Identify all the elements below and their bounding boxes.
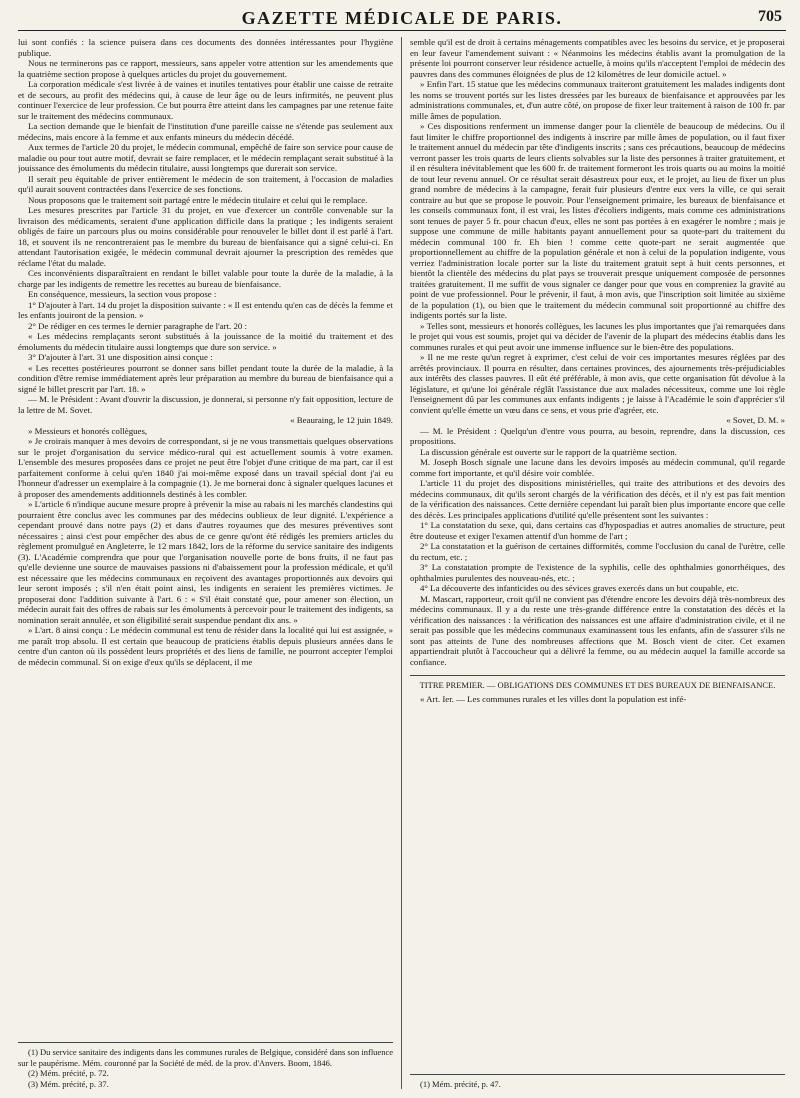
right-column bbox=[401, 37, 785, 1089]
paragraph: Il serait peu équitable de priver entièrement le médecin de son traitement, à l'occasion de maladies qu'il aurait souvent contractées dans l'exercice de ses fonctions. bbox=[18, 173, 393, 194]
paragraph: Ces inconvénients disparaîtraient en rendant le billet valable pour toute la durée de la maladie, à la charge par les indigents de remettre les recettes au bureau de bienfaisance. bbox=[18, 268, 393, 289]
paragraph: Nous proposons que le traitement soit partagé entre le médecin titulaire et celui qui le remplace. bbox=[28, 194, 368, 205]
paragraph: semble qu'il est de droit à certains ménagements compatibles avec les besoins du service, et je proposerai en leur faveur l'amendement suivant : « Néanmoins les médecins établis avant la promulgation de la présente loi pourront conserver leur résidence actuelle, à moins qu'ils n'acceptent l'emploi de médecin des pauvres dans des communes éloignées de plus de 12 kilomètres de leur domicile actuel. » bbox=[410, 37, 785, 79]
footnote: (3) Mém. précité, p. 37. bbox=[28, 1078, 109, 1089]
footnote: (2) Mém. précité, p. 72. bbox=[28, 1068, 109, 1078]
journal-title: GAZETTE MÉDICALE DE PARIS. bbox=[241, 7, 563, 28]
paragraph: Aux termes de l'article 20 du projet, le médecin communal, empêché de faire son service pour cause de maladie ou pour tout autre motif, devrait se faire remplacer, et le médecin remplaçant serait substitué à la jouissance des émoluments du médecin titulaire, aussi longtemps que durerait son service. bbox=[18, 142, 393, 173]
left-column-body bbox=[18, 37, 393, 667]
paragraph: — M. le Président : Avant d'ouvrir la discussion, je donnerai, si personne n'y fait opposition, lecture de la lettre de M. Sovet. bbox=[18, 394, 393, 415]
page-header bbox=[18, 6, 786, 31]
paragraph: » Telles sont, messieurs et honorés collègues, les lacunes les plus importantes que j'ai remarquées dans le projet qui vous est soumis, projet qui va décider de l'avenir de la plupart des médecins établis dans les communes rurales et qui peut avoir une immense influence sur le bien-être des populations. bbox=[410, 320, 785, 352]
paragraph: » Ces dispositions renferment un immense danger pour la clientèle de beaucoup de médecins. Ou il faut limiter le chiffre proportionnel des indigents à inscrire par mille âmes de population, ou il faut fixer le traitement annuel du médecin par tête d'indigents inscrits ; sans ces précautions, beaucoup de médecins verront passer les trois quarts de leurs clients solvables sur la liste des personnes à traiter gratuitement, et il en résultera inévitablement que les 600 fr. de traitement formeront les trois quarts ou au moins la moitié de tout leur revenu annuel. Or ce résultat serait désastreux pour eux, et le projet, au lieu de fixer un plus grand nombre de médecins à la campagne, ferait fuir plusieurs d'entre eux vers la ville, ce qui serait contraire au but que se propose le pouvoir. Pour l'enseignement primaire, les bureaux de bienfaisance et les conseils communaux font, il est vrai, les listes d'écoliers indigents, mais comme ces administrations sont tenues de payer 5 fr. pour chacun d'eux, elles ne sont pas portées à en exagérer le nombre ; mais je suppose une commune de mille habitants payant annuellement pour sa quote-part du traitement du médecin communal 100 fr. Eh bien ! comme cette quote-part ne serait augmentée que proportionnellement au chiffre de la population générale et non à celui de la population indigente, vous verriez l'administration locale porter sur la liste du traitement gratuit sept à huit cents personnes, et bientôt la clientèle des médecins du plat pays se trouverait presque uniquement composée de personnes traitées gratuitement. Il me suffit de vous signaler ce danger pour que vous en compreniez la gravité au point de vue professionnel. Pour le prévenir, il faut, à mon avis, que l'inscription soit limitée au sixième de la population (1), ou bien que le traitement du médecin communal soit proportionné au chiffre des indigents portés sur la liste. bbox=[410, 121, 785, 320]
paragraph: » Messieurs et honorés collègues, bbox=[28, 425, 148, 436]
paragraph: » Je croirais manquer à mes devoirs de correspondant, si je ne vous transmettais quelques observations sur le projet d'organisation du service médico-rural qui est actuellement soumis à votre examen. L'ensemble des mesures proposées dans ce projet ne peut être l'objet d'une critique de ma part, car il est parfaitement conforme à celui qu'en 1840 j'ai moi-même exposé dans un travail spécial dont j'ai eu l'honneur d'adresser un exemplaire à la compagnie (1). Je me bornerai donc à signaler quelques lacunes et à proposer des amendements additionnels destinés à les combler. bbox=[18, 436, 393, 499]
paragraph: Les mesures prescrites par l'article 31 du projet, en vue d'exercer un contrôle convenable sur la livraison des médicaments, seraient d'une application difficile dans la pratique ; les indigents seraient obligés de faire un parcours plus ou moins considérable pour renouveler le billet dont il est parlé à l'art. 18, et souvent ils ne rencontreraient pas le membre du bureau de bienfaisance qui a signé celui-ci. En attendant l'autorisation exigée, le médecin communal devrait ajourner la prescription des remèdes que réclame l'état du malade. bbox=[18, 205, 393, 268]
paragraph: M. Mascart, rapporteur, croit qu'il ne convient pas d'étendre encore les devoirs déjà très-nombreux des médecins communaux. Il y a du reste une très-grande différence entre la constatation des décès et la vérification des naissances : la vérification des naissances est une affaire d'administration civile, et il ne serait pas possible que les médecins communaux examinassent tous les enfants, afin de s'assurer s'ils ne sont pas atteints de l'une des nombreuses affections que M. Bosch vient de citer. Cet examen appartiendrait plutôt à l'accoucheur qui a délivré la femme, ou au médecin auquel la famille accorde sa confiance. bbox=[410, 593, 785, 667]
paragraph: — M. le Président : Quelqu'un d'entre vous pourra, au besoin, reprendre, dans la discussion, ces propositions. bbox=[410, 425, 785, 446]
paragraph: » Il ne me reste qu'un regret à exprimer, c'est celui de voir ces importantes mesures réglées par des arrêtés provinciaux. Il pourra en résulter, dans certaines provinces, des ajournements très-préjudiciables aux intérêts des classes pauvres. Il eût été préférable, à mon avis, que cette organisation fût dévolue à la législature, et qu'une loi générale réglât l'assistance due aux malades nécessiteux, comme une loi règle l'enseignement dû par les communes aux enfants indigents ; je laisse à l'Académie le soin d'apprécier s'il convient qu'elle émette un vœu dans ce sens, et vous prie d'agréer, etc. bbox=[410, 352, 785, 415]
paragraph: 4° La découverte des infanticides ou des sévices graves exercés dans un but coupable, etc. bbox=[420, 583, 739, 593]
paragraph: 3° D'ajouter à l'art. 31 une disposition ainsi conçue : bbox=[28, 352, 213, 362]
paragraph: La discussion générale est ouverte sur le rapport de la quatrième section. bbox=[420, 446, 677, 457]
paragraph: 2° La constatation et la guérison de certaines difformités, comme l'occlusion du canal de l'urètre, celle du rectum, etc. ; bbox=[410, 541, 785, 562]
left-footnotes bbox=[18, 1042, 393, 1089]
footnote: (1) Du service sanitaire des indigents dans les communes rurales de Belgique, considéré dans son influence sur le paupérisme. Mém. couronné par la Société de méd. de la prov. d'Anvers. Boom, 1846. bbox=[18, 1047, 393, 1068]
right-footnotes bbox=[410, 1074, 785, 1090]
paragraph: « Les médecins remplaçants seront substitués à la jouissance de la moitié du traitement et des émoluments du médecin titulaire aussi longtemps que dure son service. » bbox=[18, 331, 393, 352]
paragraph: En conséquence, messieurs, la section vous propose : bbox=[28, 289, 217, 299]
paragraph: La corporation médicale s'est livrée à de vaines et inutiles tentatives pour établir une caisse de retraite et de secours, au profit des médecins qui, à cause de leur âge ou de leurs infirmités, ne peuvent plus continuer l'exercice de leur profession. Ce but pourra être atteint dans les campagnes par une retenue faite sur le traitement des médecins communaux. bbox=[18, 79, 393, 121]
article-start: « Art. Ier. — Les communes rurales et les villes dont la population est infé- bbox=[420, 694, 687, 704]
section-heading: TITRE PREMIER. — OBLIGATIONS DES COMMUNES ET DES BUREAUX DE BIENFAISANCE. bbox=[410, 675, 785, 690]
paragraph: 1° La constatation du sexe, qui, dans certains cas d'hypospadias et autres anomalies de structure, peut être douteuse et exiger l'examen attentif d'un homme de l'art ; bbox=[410, 520, 785, 541]
paragraph: » Enfin l'art. 15 statue que les médecins communaux traiteront gratuitement les malades indigents dont les noms se trouvent portés sur les listes dressées par les bureaux de bienfaisance et approuvées par les administrations communales, et, d'un autre côté, on propose de fixer leur traitement à raison de 100 fr. par mille âmes de population. bbox=[410, 79, 785, 121]
paragraph: La section demande que le bienfait de l'institution d'une pareille caisse ne s'étende pas seulement aux médecins, mais encore à la femme et aux enfants mineurs du médecin décédé. bbox=[18, 121, 393, 142]
paragraph: M. Joseph Bosch signale une lacune dans les devoirs imposés au médecin communal, qu'il regarde comme fort importante, et qu'il désire voir comblée. bbox=[410, 457, 785, 478]
paragraph: « Sovet, D. M. » bbox=[726, 415, 785, 425]
paragraph: » L'article 6 n'indique aucune mesure propre à prévenir la mise au rabais ni les marchés clandestins qui pourraient être conclus avec les communes par des médecins oublieux de leur dignité. L'expérience a cependant prouvé dans notre pays (2) et dans d'autres royaumes que des mesures préventives sont nécessaires ; ainsi c'est pour empêcher des abus de ce genre qu'ont été rédigés les premiers articles du règlement promulgué en Angleterre, le 12 mars 1842, lors de la réforme du service sanitaire des indigents (3). L'Académie comprendra que pour que l'organisation nouvelle porte de bons fruits, il ne faut pas qu'elle devienne une source de mauvaises passions ni d'abaissement pour la profession médicale, et qu'il est nécessaire que les médecins communaux en reçoivent des avantages proportionnés aux devoirs qui leur seront imposés ; s'il n'en était point ainsi, les indigents en seraient les premières victimes. Je proposerai donc l'addition suivante à l'art. 6 : « S'il était constaté que, pour amener son élection, un médecin aurait fait des offres de rabais sur les émoluments à percevoir pour le traitement des indigents, sa nomination serait annulée, et son éligibilité serait suspendue pendant dix ans. » bbox=[18, 499, 393, 625]
page-number: 705 bbox=[758, 8, 782, 25]
paragraph: » L'art. 8 ainsi conçu : Le médecin communal est tenu de résider dans la localité qui lui est assignée, » me paraît trop absolu. Il est certain que beaucoup de praticiens établis depuis plusieurs années dans le centre d'un canton où ils possèdent leurs propriétés et des liens de famille, ne pourront accepter l'emploi de médecin communal. Si on exige d'eux qu'ils se déplacent, il me bbox=[18, 625, 393, 667]
paragraph: « Les recettes postérieures pourront se donner sans billet pendant toute la durée de la maladie, à la condition d'être remise immédiatement après leur préparation au membre du bureau de bienfaisance qui a signé le billet prescrit par l'art. 18. » bbox=[18, 362, 393, 394]
paragraph: 2° De rédiger en ces termes le dernier paragraphe de l'art. 20 : bbox=[28, 320, 247, 331]
paragraph: lui sont confiés : la science puisera dans ces documents des données intéressantes pour l'hygiène publique. bbox=[18, 37, 393, 58]
paragraph: « Beauraing, le 12 juin 1849. bbox=[290, 415, 393, 425]
left-column bbox=[18, 37, 401, 1089]
paragraph: Nous ne terminerons pas ce rapport, messieurs, sans appeler votre attention sur les amendements que la quatrième section propose à quelques articles du projet du gouvernement. bbox=[18, 58, 393, 79]
paragraph: 3° La constatation prompte de l'existence de la syphilis, celle des ophthalmies gonorrhéiques, des ophthalmies purulentes des nouveau-nés, etc. ; bbox=[410, 562, 785, 583]
paragraph: 1° D'ajouter à l'art. 14 du projet la disposition suivante : « Il est entendu qu'en cas de décès la femme et les enfants jouiront de la pension. » bbox=[18, 299, 393, 320]
paragraph: L'article 11 du projet des dispositions ministérielles, qui traite des attributions et des devoirs des médecins communaux, dit qu'ils seront chargés de la vérification des décès, et il n'y est pas fait mention de la vérification des naissances. Cette dernière cependant lui paraît bien plus importante encore que celle des décès. Les principales applications d'utilité qu'elle présentent sont les suivantes : bbox=[410, 478, 785, 520]
columns bbox=[18, 37, 786, 1089]
footnote: (1) Mém. précité, p. 47. bbox=[420, 1078, 501, 1089]
right-column-body bbox=[410, 37, 785, 667]
